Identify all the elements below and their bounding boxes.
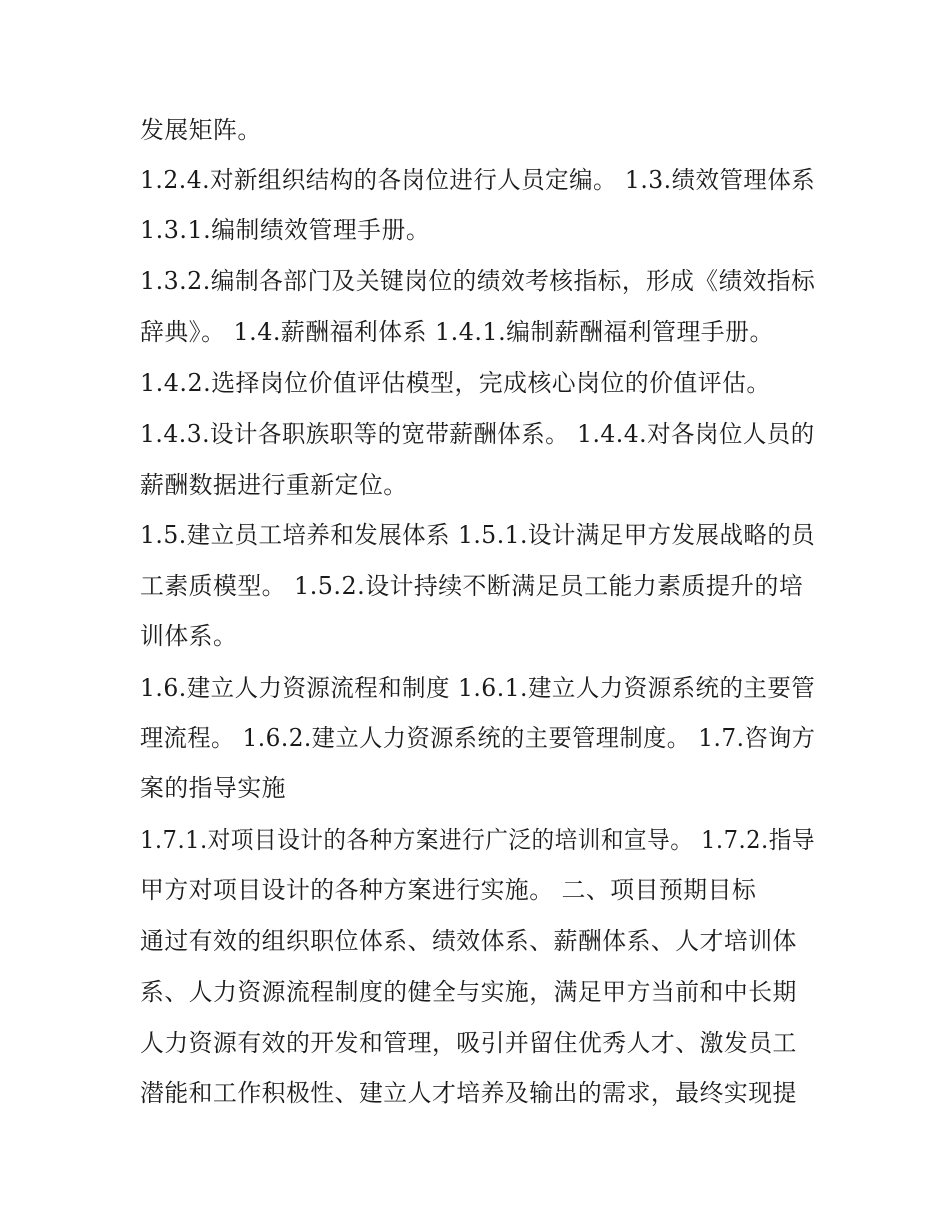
text-line-9: 1.5.建立员工培养和发展体系 1.5.1.设计满足甲方发展战略的员 [140, 521, 816, 549]
text-line-12: 1.6.建立人力资源流程和制度 1.6.1.建立人力资源系统的主要管 [140, 674, 816, 702]
text-line-1: 发展矩阵。 [140, 116, 262, 144]
text-line-13: 理流程。 1.6.2.建立人力资源系统的主要管理制度。 1.7.咨询方 [140, 724, 816, 752]
text-line-11: 训体系。 [140, 622, 238, 650]
text-line-7: 1.4.3.设计各职族职等的宽带薪酬体系。 1.4.4.对各岗位人员的 [140, 420, 815, 448]
text-line-5: 辞典》。 1.4.薪酬福利体系 1.4.1.编制薪酬福利管理手册。 [140, 318, 774, 346]
text-line-14: 案的指导实施 [140, 774, 286, 802]
text-line-15: 1.7.1.对项目设计的各种方案进行广泛的培训和宣导。 1.7.2.指导 [140, 826, 815, 854]
text-line-19: 人力资源有效的开发和管理，吸引并留住优秀人才、激发员工 [140, 1029, 797, 1057]
text-line-3: 1.3.1.编制绩效管理手册。 [140, 216, 431, 244]
text-line-2: 1.2.4.对新组织结构的各岗位进行人员定编。 1.3.绩效管理体系 [140, 166, 816, 194]
text-line-17: 通过有效的组织职位体系、绩效体系、薪酬体系、人才培训体 [140, 927, 797, 955]
text-line-6: 1.4.2.选择岗位价值评估模型，完成核心岗位的价值评估。 [140, 369, 771, 397]
text-line-18: 系、人力资源流程制度的健全与实施，满足甲方当前和中长期 [140, 978, 797, 1006]
text-line-8: 薪酬数据进行重新定位。 [140, 471, 408, 499]
text-line-10: 工素质模型。 1.5.2.设计持续不断满足员工能力素质提升的培 [140, 572, 804, 600]
text-line-16: 甲方对项目设计的各种方案进行实施。 二、项目预期目标 [140, 876, 757, 904]
text-line-20: 潜能和工作积极性、建立人才培养及输出的需求，最终实现提 [140, 1079, 797, 1107]
text-line-4: 1.3.2.编制各部门及关键岗位的绩效考核指标，形成《绩效指标 [140, 267, 816, 295]
